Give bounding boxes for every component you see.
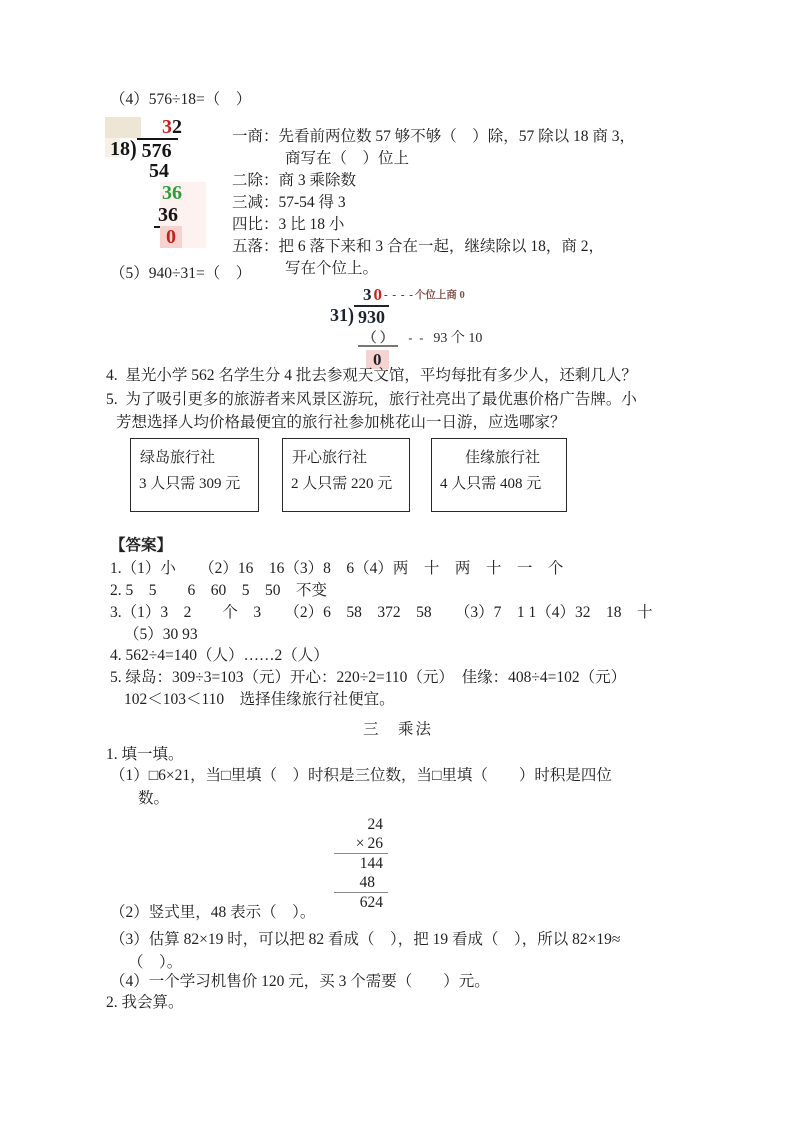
step-5-cont: 写在个位上。 [285, 260, 379, 277]
agency-card [130, 438, 259, 512]
agency-price: 4 人只需 408 元 [440, 476, 542, 492]
answer-line-3-cont: （5）30 93 [124, 626, 198, 643]
multiplier-row [334, 834, 388, 854]
task-1-label: 1. 填一填。 [106, 746, 184, 763]
dash-leader: - - [408, 331, 426, 345]
step-4: 四比：3 比 18 小 [232, 216, 345, 233]
quotient-ones: 0 [373, 285, 382, 304]
partial-product-2: 48 [334, 873, 388, 893]
dash-leader: - - - - [384, 289, 414, 301]
agency-price: 3 人只需 309 元 [139, 476, 241, 492]
multiplicand: 24 [367, 816, 383, 833]
agency-name: 佳缘旅行社 [465, 450, 541, 466]
blank-product-row [358, 326, 530, 349]
bring-down-value: 36 [162, 182, 182, 204]
divisor: 31 [330, 305, 348, 325]
word-problem-5-line2: 芳想选择人均价格最便宜的旅行社参加桃花山一日游，应选哪家？ [116, 414, 566, 431]
vertical-multiplication-24x26 [334, 815, 388, 912]
mult-question-3 [110, 928, 620, 974]
dividend-row [108, 138, 226, 160]
mult-question-3-line1: （3）估算 82×19 时，可以把 82 看成（ ），把 19 看成（ ），所以 82×19≈ [110, 931, 621, 948]
partial-product-1: 54 [149, 160, 169, 182]
dividend-row [330, 305, 530, 326]
mult-question-3-line2: （ ）。 [128, 954, 183, 971]
remainder: 0 [366, 350, 389, 369]
question-division-5: （5）940÷31=（ ） [110, 265, 252, 282]
quotient [108, 116, 226, 138]
agency-card [282, 438, 410, 512]
long-division-930-by-31 [330, 284, 530, 370]
question-division-4: （4）576÷18=（ ） [110, 91, 252, 108]
quotient-ones: 2 [172, 116, 182, 138]
step-2: 二除：商 3 乘除数 [232, 172, 357, 189]
word-problem-4: 4. 星光小学 562 名学生分 4 批去参观天文馆，平均每批有多少人，还剩几人？ [106, 367, 637, 384]
answer-line-4: 4. 562÷4=140（人）……2（人） [110, 647, 329, 664]
agency-name: 绿岛旅行社 [140, 450, 216, 466]
product: 624 [359, 894, 383, 911]
division-bracket: ) [130, 136, 137, 162]
mult-question-1-line1: （1）□6×21，当□里填（ ）时积是三位数，当□里填（ ）时积是四位 [110, 767, 612, 784]
quotient-tens: 3 [162, 116, 172, 138]
answer-line-5: 5. 绿岛：309÷3=103（元）开心：220÷2=110（元） 佳缘：408÷4=102（元） [110, 669, 627, 686]
word-problem-5 [106, 388, 637, 434]
partial-product-2: 36 [108, 204, 226, 226]
remainder: 0 [108, 226, 226, 248]
step-5: 五落：把 6 落下来和 3 合在一起，继续除以 18，商 2， [232, 238, 605, 255]
answer-line-2: 2. 5 5 6 60 5 50 不变 [110, 582, 328, 599]
tens-annotation: 93 个 10 [433, 331, 483, 346]
blank-parentheses: （ ） [358, 330, 398, 347]
multiplier: 26 [367, 835, 383, 852]
quotient-tens: 3 [363, 285, 372, 304]
long-division-576-by-18 [108, 116, 226, 248]
answers-title: 【答案】 [110, 537, 173, 554]
ones-place-annotation: 个位上商 0 [414, 290, 465, 301]
quotient-row [363, 284, 530, 305]
step-3: 三减：57-54 得 3 [232, 194, 346, 211]
agency-price: 2 人只需 220 元 [291, 476, 393, 492]
division-bracket: ) [348, 303, 354, 327]
step-1: 一商：先看前两位数 57 够不够（ ）除，57 除以 18 商 3， [232, 128, 636, 145]
mult-question-1 [110, 764, 612, 810]
mult-question-1-line2: 数。 [138, 790, 170, 807]
answer-line-1: 1.（1）小 （2）16 16（3）8 6（4）两 十 两 十 一 个 [110, 560, 564, 577]
mult-question-4: （4）一个学习机售价 120 元，买 3 个需要（ ）元。 [110, 973, 490, 990]
answer-line-3: 3.（1）3 2 个 3 （2）6 58 372 58 （3）7 1 1（4）32 18 十 [110, 604, 653, 621]
answer-line-5-cont: 102＜103＜110 选择佳缘旅行社便宜。 [124, 691, 395, 708]
mult-question-2: （2）竖式里，48 表示（ ）。 [110, 904, 316, 921]
dividend: 576 [137, 138, 178, 160]
times-sign: × [355, 835, 365, 852]
agency-name: 开心旅行社 [292, 450, 368, 466]
divisor: 18 [110, 138, 130, 160]
task-2-label: 2. 我会算。 [106, 994, 184, 1011]
dividend: 930 [354, 305, 389, 326]
step-1-cont: 商写在（ ）位上 [285, 150, 410, 167]
section-heading-multiplication: 三 乘法 [362, 721, 433, 738]
division-steps-list [232, 126, 635, 280]
agency-card [431, 438, 567, 512]
word-problem-5-line1: 5. 为了吸引更多的旅游者来风景区游玩，旅行社亮出了最优惠价格广告牌。小 [106, 391, 637, 408]
agency-price-boards [130, 438, 567, 512]
partial-product-1: 144 [359, 855, 383, 872]
